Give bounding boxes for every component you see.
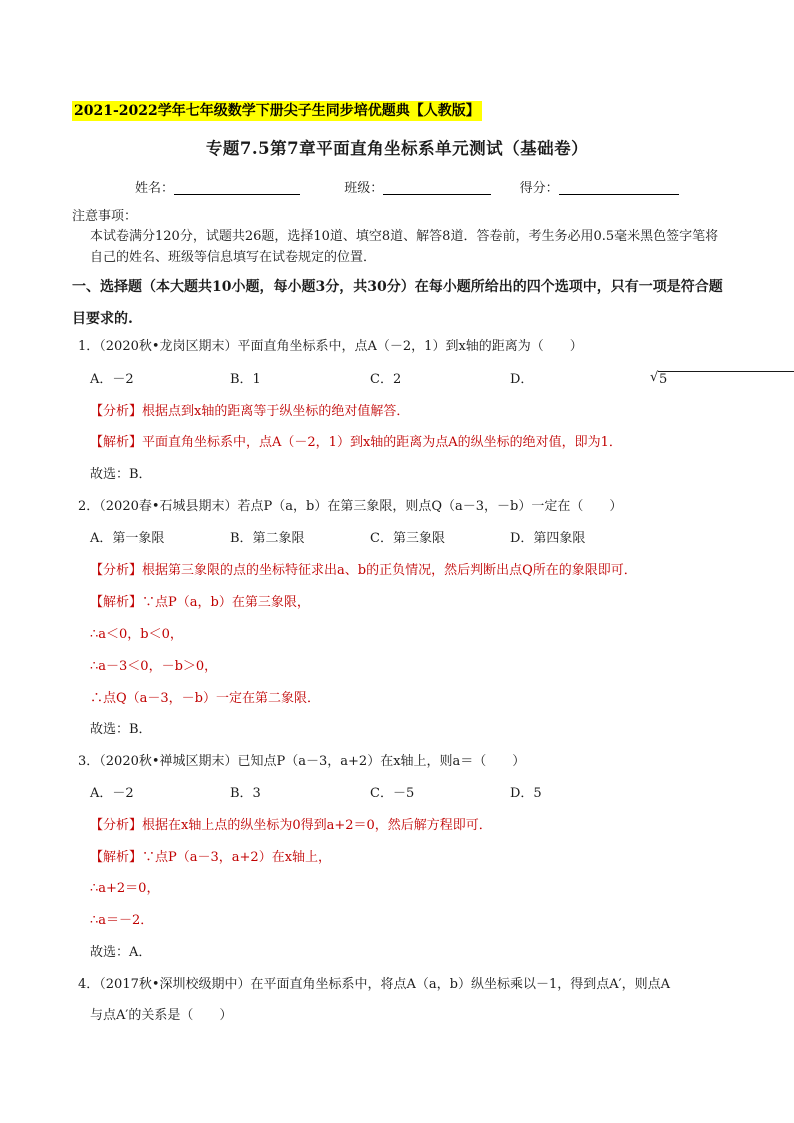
option-d: D．5 <box>510 786 542 801</box>
option-c: C．－5 <box>370 786 415 801</box>
question-4-stem: 4．（2017秋•深圳校级期中）在平面直角坐标系中，将点A（a，b）纵坐标乘以－1，得到点A′，则点A <box>78 977 670 992</box>
option-c: C．第三象限 <box>370 531 445 546</box>
question-3-step-2: ∴a＝－2． <box>90 913 154 928</box>
question-1-answer: 故选：B． <box>90 467 152 482</box>
student-info-row <box>135 177 679 196</box>
score-field[interactable] <box>559 180 679 195</box>
question-1-solution: 【解析】平面直角坐标系中，点A（－2，1）到x轴的距离为点A的纵坐标的绝对值，即为1． <box>90 435 622 450</box>
class-label: 班级： <box>344 181 384 196</box>
question-1-analysis: 【分析】根据点到x轴的距离等于纵坐标的绝对值解答． <box>90 404 410 419</box>
question-2-step-3: ∴点Q（a－3，－b）一定在第二象限． <box>90 691 321 706</box>
option-a: A．－2 <box>90 372 134 387</box>
option-d: D．第四象限 <box>510 531 586 546</box>
question-3-stem: 3．（2020秋•禅城区期末）已知点P（a－3，a+2）在x轴上，则a＝（ ） <box>78 754 526 769</box>
question-3-analysis: 【分析】根据在x轴上点的纵坐标为0得到a+2＝0，然后解方程即可． <box>90 818 492 833</box>
question-2-step-2: ∴a－3＜0，－b＞0， <box>90 659 218 674</box>
series-banner: 2021-2022学年七年级数学下册尖子生同步培优题典【人教版】 <box>74 103 480 119</box>
question-2-options <box>90 527 585 546</box>
question-1-stem: 1．（2020秋•龙岗区期末）平面直角坐标系中，点A（－2，1）到x轴的距离为（ ） <box>78 339 583 354</box>
question-2-answer: 故选：B． <box>90 722 152 737</box>
class-field[interactable] <box>383 180 491 195</box>
section-heading: 一、选择题（本大题共10小题，每小题3分，共30分）在每小题所给出的四个选项中，只有一项是符合题目要求的. <box>72 279 723 327</box>
question-2-analysis: 【分析】根据第三象限的点的坐标特征求出a、b的正负情况，然后判断出点Q所在的象限即可． <box>90 563 637 578</box>
question-1-options <box>90 368 794 387</box>
notes-heading: 注意事项： <box>72 209 138 224</box>
option-c: C．2 <box>370 372 402 387</box>
option-a: A．－2 <box>90 786 134 801</box>
option-d: D．√ 5 <box>510 368 794 387</box>
question-3-options <box>90 782 542 801</box>
page-title: 专题7.5第7章平面直角坐标系单元测试（基础卷） <box>205 139 589 158</box>
score-label: 得分： <box>519 181 559 196</box>
option-b: B．3 <box>230 786 261 801</box>
question-3-answer: 故选：A． <box>90 945 152 960</box>
question-4-stem-continued: 与点A′的关系是（ ） <box>90 1008 233 1023</box>
question-3-solution: 【解析】∵点P（a－3，a+2）在x轴上， <box>90 850 332 865</box>
option-a: A．第一象限 <box>90 531 165 546</box>
notes-body: 本试卷满分120分，试题共26题，选择10道、填空8道、解答8道．答卷前，考生务必用0.5毫米黑色签字笔将自己的姓名、班级等信息填写在试卷规定的位置． <box>90 229 719 265</box>
option-b: B．第二象限 <box>230 531 305 546</box>
question-2-step-1: ∴a＜0，b＜0， <box>90 627 183 642</box>
option-b: B．1 <box>230 372 261 387</box>
question-2-stem: 2．（2020春•石城县期末）若点P（a，b）在第三象限，则点Q（a－3，－b）一定在（ ） <box>78 499 623 514</box>
question-3-step-1: ∴a+2＝0， <box>90 881 160 896</box>
question-2-solution: 【解析】∵点P（a，b）在第三象限， <box>90 595 310 610</box>
name-field[interactable] <box>174 180 300 195</box>
name-label: 姓名： <box>135 181 175 196</box>
sqrt-symbol: √ 5 <box>650 371 794 387</box>
